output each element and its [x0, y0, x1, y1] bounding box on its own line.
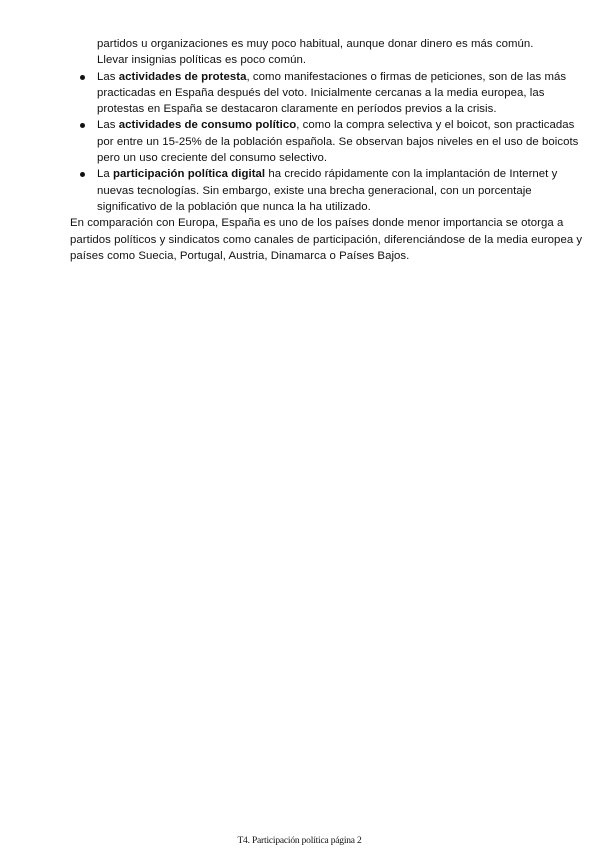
bullet-text-after: , como manifestaciones o firmas de peticiones, son de las más practicadas en España después del voto. Inicialmente cercanas a la media europea, las protestas en España se destacaron claramente en períodos previos a la crisis.	[97, 70, 567, 116]
closing-paragraph: En comparación con Europa, España es uno de los países donde menor importancia se otorga a partidos políticos y sindicatos como canales de participación, diferenciándose de la media europea y países como Suecia, Portugal, Austria, Dinamarca o Países Bajos.	[70, 217, 583, 262]
bullet-text-after: ha crecido rápidamente con la implantación de Internet y nuevas tecnologías. Sin embargo, existe una brecha generacional, con un porcentaje significativo de la población que nunca la ha utilizado.	[97, 168, 558, 213]
continuation-line-1: partidos u organizaciones es muy poco habitual, aunque donar dinero es más común.	[97, 38, 534, 50]
page-footer: T4. Participación política página 2	[237, 836, 362, 846]
bullet-bold-term: actividades de consumo político	[118, 119, 297, 132]
bullet-icon	[80, 75, 85, 80]
bullet-item-protest	[70, 69, 590, 118]
bullet-text-after: , como la compra selectiva y el boicot, son practicadas por entre un 15-25% de la población española. Se observan bajos niveles en el uso de boicots pero un uso creciente del consumo selectivo.	[97, 119, 579, 165]
bullet-bold-term: actividades de protesta	[118, 70, 247, 83]
bullet-text-before: Las	[97, 119, 119, 132]
bullet-text-before: La	[97, 168, 113, 181]
bullet-item-digital	[70, 166, 590, 215]
bullet-bold-term: participación política digital	[113, 168, 266, 181]
continuation-paragraph	[97, 36, 590, 69]
continuation-line-2: Llevar insignias políticas es poco común.	[97, 54, 307, 67]
document-body	[70, 36, 590, 264]
bullet-icon	[80, 172, 85, 177]
bullet-icon	[80, 123, 85, 128]
bullet-list	[70, 69, 590, 216]
bullet-text-before: Las	[97, 70, 119, 83]
bullet-item-consumption	[70, 117, 590, 166]
